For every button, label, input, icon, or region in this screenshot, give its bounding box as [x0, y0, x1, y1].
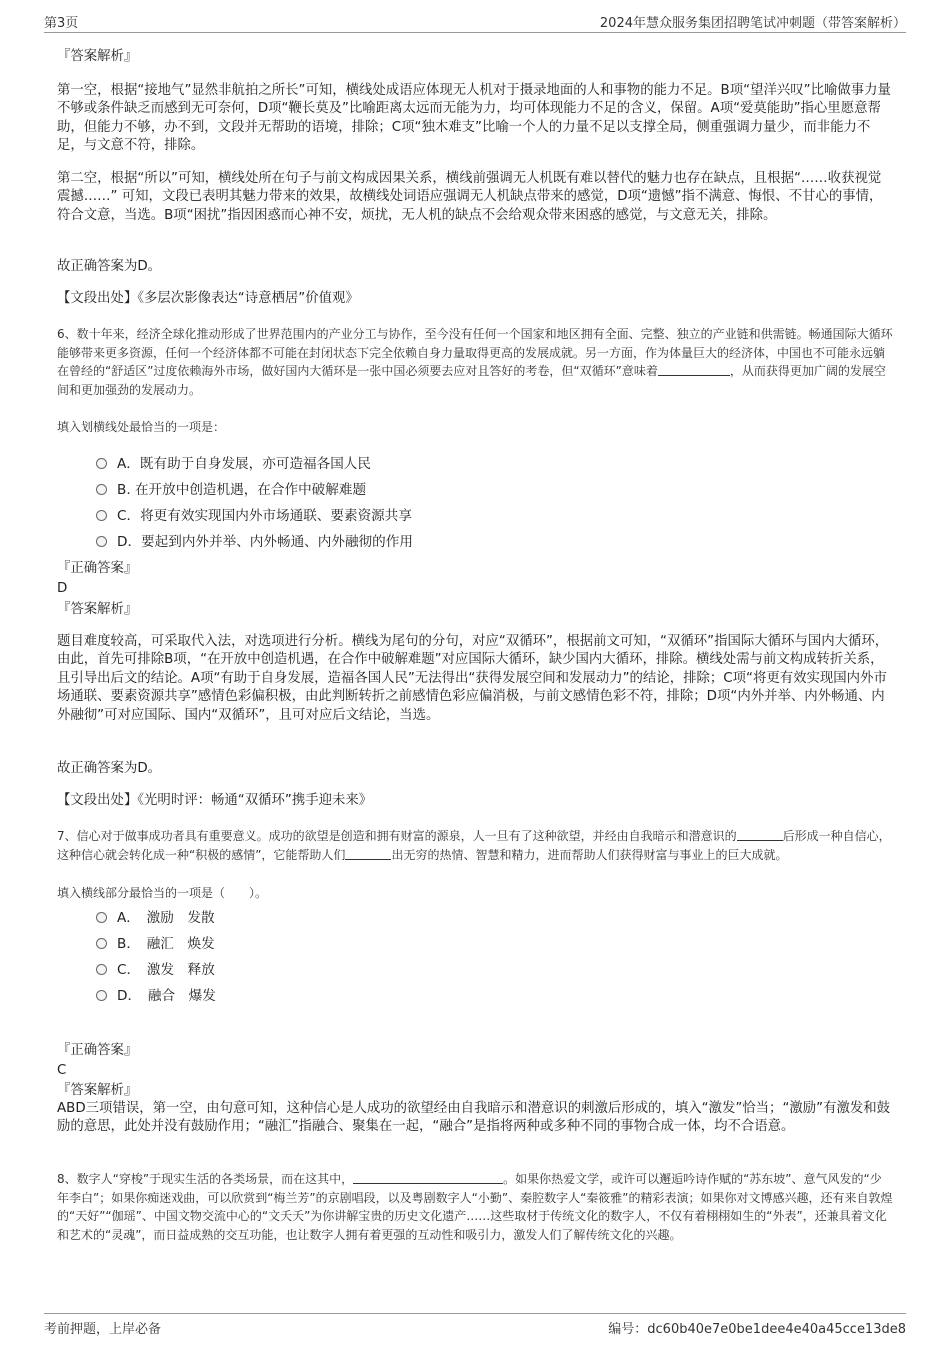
q5-analysis-para1: 第一空，根据“接地气”显然非航拍之所长”可知，横线处成语应体现无人机对于摄录地面的人和事物的能力不足。B项“望洋兴叹”比喻做事力量不够或条件缺乏而感到无可奈何，D项“鞭长莫及”比喻距离太远而无能为力，均可体现能力不足的含义，保留。A项“爱莫能助”指心里愿意帮助，但能力不够，办不到，文段并无帮助的语境，排除；C项“独木难支”比喻一个人的力量不足以支撑全局，侧重强调力量少，而非能力不足，与文意不符，排除。 — [57, 83, 891, 154]
q7-answer: C — [57, 1063, 67, 1078]
q6-analysis-label: 『答案解析』 — [57, 602, 138, 617]
q7-blank-2 — [345, 847, 391, 860]
footer-slogan: 考前押题，上岸必备 — [44, 1322, 162, 1337]
radio-icon[interactable] — [96, 510, 107, 521]
q7-answer-label: 『正确答案』 — [57, 1043, 138, 1058]
q6-stem — [57, 325, 893, 399]
q6-option-d[interactable]: D．要起到内外并举、内外畅通、内外融彻的作用 — [96, 533, 413, 551]
q7-analysis-label: 『答案解析』 — [57, 1083, 138, 1098]
q5-conclusion: 故正确答案为D。 — [57, 259, 162, 274]
q6-analysis: 题目难度较高，可采取代入法，对选项进行分析。横线为尾句的分句，对应“双循环”，根据前文可知，“双循环”指国际大循环与国内大循环，由此，首先可排除B项，“在开放中创造机遇，在合作中破解难题”对应国际大循环，缺少国内大循环，排除。横线处需与前文构成转折关系，且引导出后文的结论。A项“有助于自身发展，造福各国人民”无法得出“获得发展空间和发展动力”的结论，排除；C项“将更有效实现国内外市场通联、要素资源共享”感情色彩偏积极，由此判断转折之前感情色彩应偏消极，与前文感情色彩不符，排除；D项“内外并举、内外畅通、内外融彻”可对应国际、国内“双循环”，且可对应后文结论，当选。 — [57, 634, 889, 723]
q7-option-d[interactable]: D． 融合 爆发 — [96, 987, 216, 1005]
q6-stem-after: ，从而获得更加广阔的发展空间和更加强劲的发展动力。 — [57, 364, 886, 397]
q6-stem-before: 6、数十年来，经济全球化推动形成了世界范围内的产业分工与协作，至今没有任何一个国家和地区拥有全面、完整、独立的产业链和供需链。畅通国际大循环能够带来更多资源，任何一个经济体都不可能在封闭状态下完全依赖自身力量取得更高的发展成就。另一方面，作为体量巨大的经济体，中国也不可能永远躺在曾经的“舒适区”过度依赖海外市场，做好国内大循环是一张中国必须要去应对且答好的考卷，但“双循环”意味着 — [57, 327, 893, 378]
q8-blank — [353, 1171, 503, 1184]
q6-source: 【文段出处】《光明时评：畅通“双循环”携手迎未来》 — [57, 793, 373, 808]
q6-answer: D — [57, 581, 68, 596]
q7-option-c[interactable]: C． 激发 释放 — [96, 961, 215, 979]
radio-icon[interactable] — [96, 990, 107, 1001]
q5-analysis-para2: 第二空，根据“所以”可知，横线处所在句子与前文构成因果关系，横线前强调无人机既有难以替代的魅力也存在缺点，且根据“……收获视觉震撼……” 可知，文段已表明其魅力带来的效果，故横线处词语应强调无人机缺点带来的感觉，D项“遗憾”指不满意、悔恨、不甘心的事情，符合文意，当选。B项“困扰”指因困惑而心神不安，烦扰，无人机的缺点不会给观众带来困惑的感觉，与文意无关，排除。 — [57, 171, 883, 223]
q6-option-c[interactable]: C．将更有效实现国内外市场通联、要素资源共享 — [96, 507, 412, 525]
q6-option-a[interactable]: A．既有助于自身发展，亦可造福各国人民 — [96, 455, 371, 473]
radio-icon[interactable] — [96, 458, 107, 469]
q7-stem: 7、信心对于做事成功者具有重要意义。成功的欲望是创造和拥有财富的源泉，人一旦有了这种欲望，并经由自我暗示和潜意识的 后形成一种自信心，这种信心就会转化成一种“积极的感情”，它能帮助人们 出无穷的热情、智慧和精力，进而帮助人们获得财富与事业上的巨大成就。 — [57, 829, 891, 862]
q7-option-a[interactable]: A． 激励 发散 — [96, 909, 215, 927]
document-title: 2024年慧众服务集团招聘笔试冲刺题（带答案解析） — [599, 16, 906, 31]
radio-icon[interactable] — [96, 938, 107, 949]
q7-blank-1 — [737, 828, 783, 841]
q6-conclusion: 故正确答案为D。 — [57, 761, 162, 776]
q6-blank — [658, 363, 730, 376]
q6-option-b[interactable]: B. 在开放中创造机遇，在合作中破解难题 — [96, 481, 366, 499]
page-number: 第3页 — [44, 16, 79, 31]
q8-stem: 8、数字人“穿梭”于现实生活的各类场景，而在这其中， 。如果你热爱文学，或许可以邂逅吟诗作赋的“苏东坡”、意气风发的“少年李白”；如果你痴迷戏曲，可以欣赏到“梅兰芳”的京剧唱段，以及粤剧数字人“小勤”、秦腔数字人“秦筱雅”的精彩表演；如果你对文博感兴趣，还有来自敦煌的“天好”“伽瑶”、中国文物交流中心的“文夭夭”为你讲解宝贵的历史文化遗产……这些取材于传统文化的数字人，不仅有着栩栩如生的“外表”，还兼具着文化和艺术的“灵魂”，而日益成熟的交互功能，也让数字人拥有着更强的互动性和吸引力，激发人们了解传统文化的兴趣。 — [57, 1172, 893, 1242]
radio-icon[interactable] — [96, 536, 107, 547]
q6-prompt: 填入划横线处最恰当的一项是： — [57, 420, 226, 434]
radio-icon[interactable] — [96, 964, 107, 975]
q7-option-b[interactable]: B． 融汇 焕发 — [96, 935, 215, 953]
q7-prompt: 填入横线部分最恰当的一项是（ ）。 — [57, 886, 268, 900]
radio-icon[interactable] — [96, 484, 107, 495]
q7-analysis: ABD三项错误，第一空，由句意可知，这种信心是人成功的欲望经由自我暗示和潜意识的刺激后形成的，填入“激发”恰当；“激励”有激发和鼓励的意思，此处并没有鼓励作用；“融汇”指融合、聚集在一起，“融合”是指将两种或多种不同的事物合成一体，均不合语意。 — [57, 1101, 891, 1135]
page-header — [44, 12, 906, 33]
footer-code: 编号：dc60b40e7e0be1dee4e40a45cce13de8 — [608, 1322, 906, 1337]
radio-icon[interactable] — [96, 912, 107, 923]
page-footer — [44, 1313, 906, 1338]
q5-analysis-label: 『答案解析』 — [57, 49, 138, 64]
q6-answer-label: 『正确答案』 — [57, 561, 138, 576]
q5-source: 【文段出处】《多层次影像表达“诗意栖居”价值观》 — [57, 291, 359, 306]
